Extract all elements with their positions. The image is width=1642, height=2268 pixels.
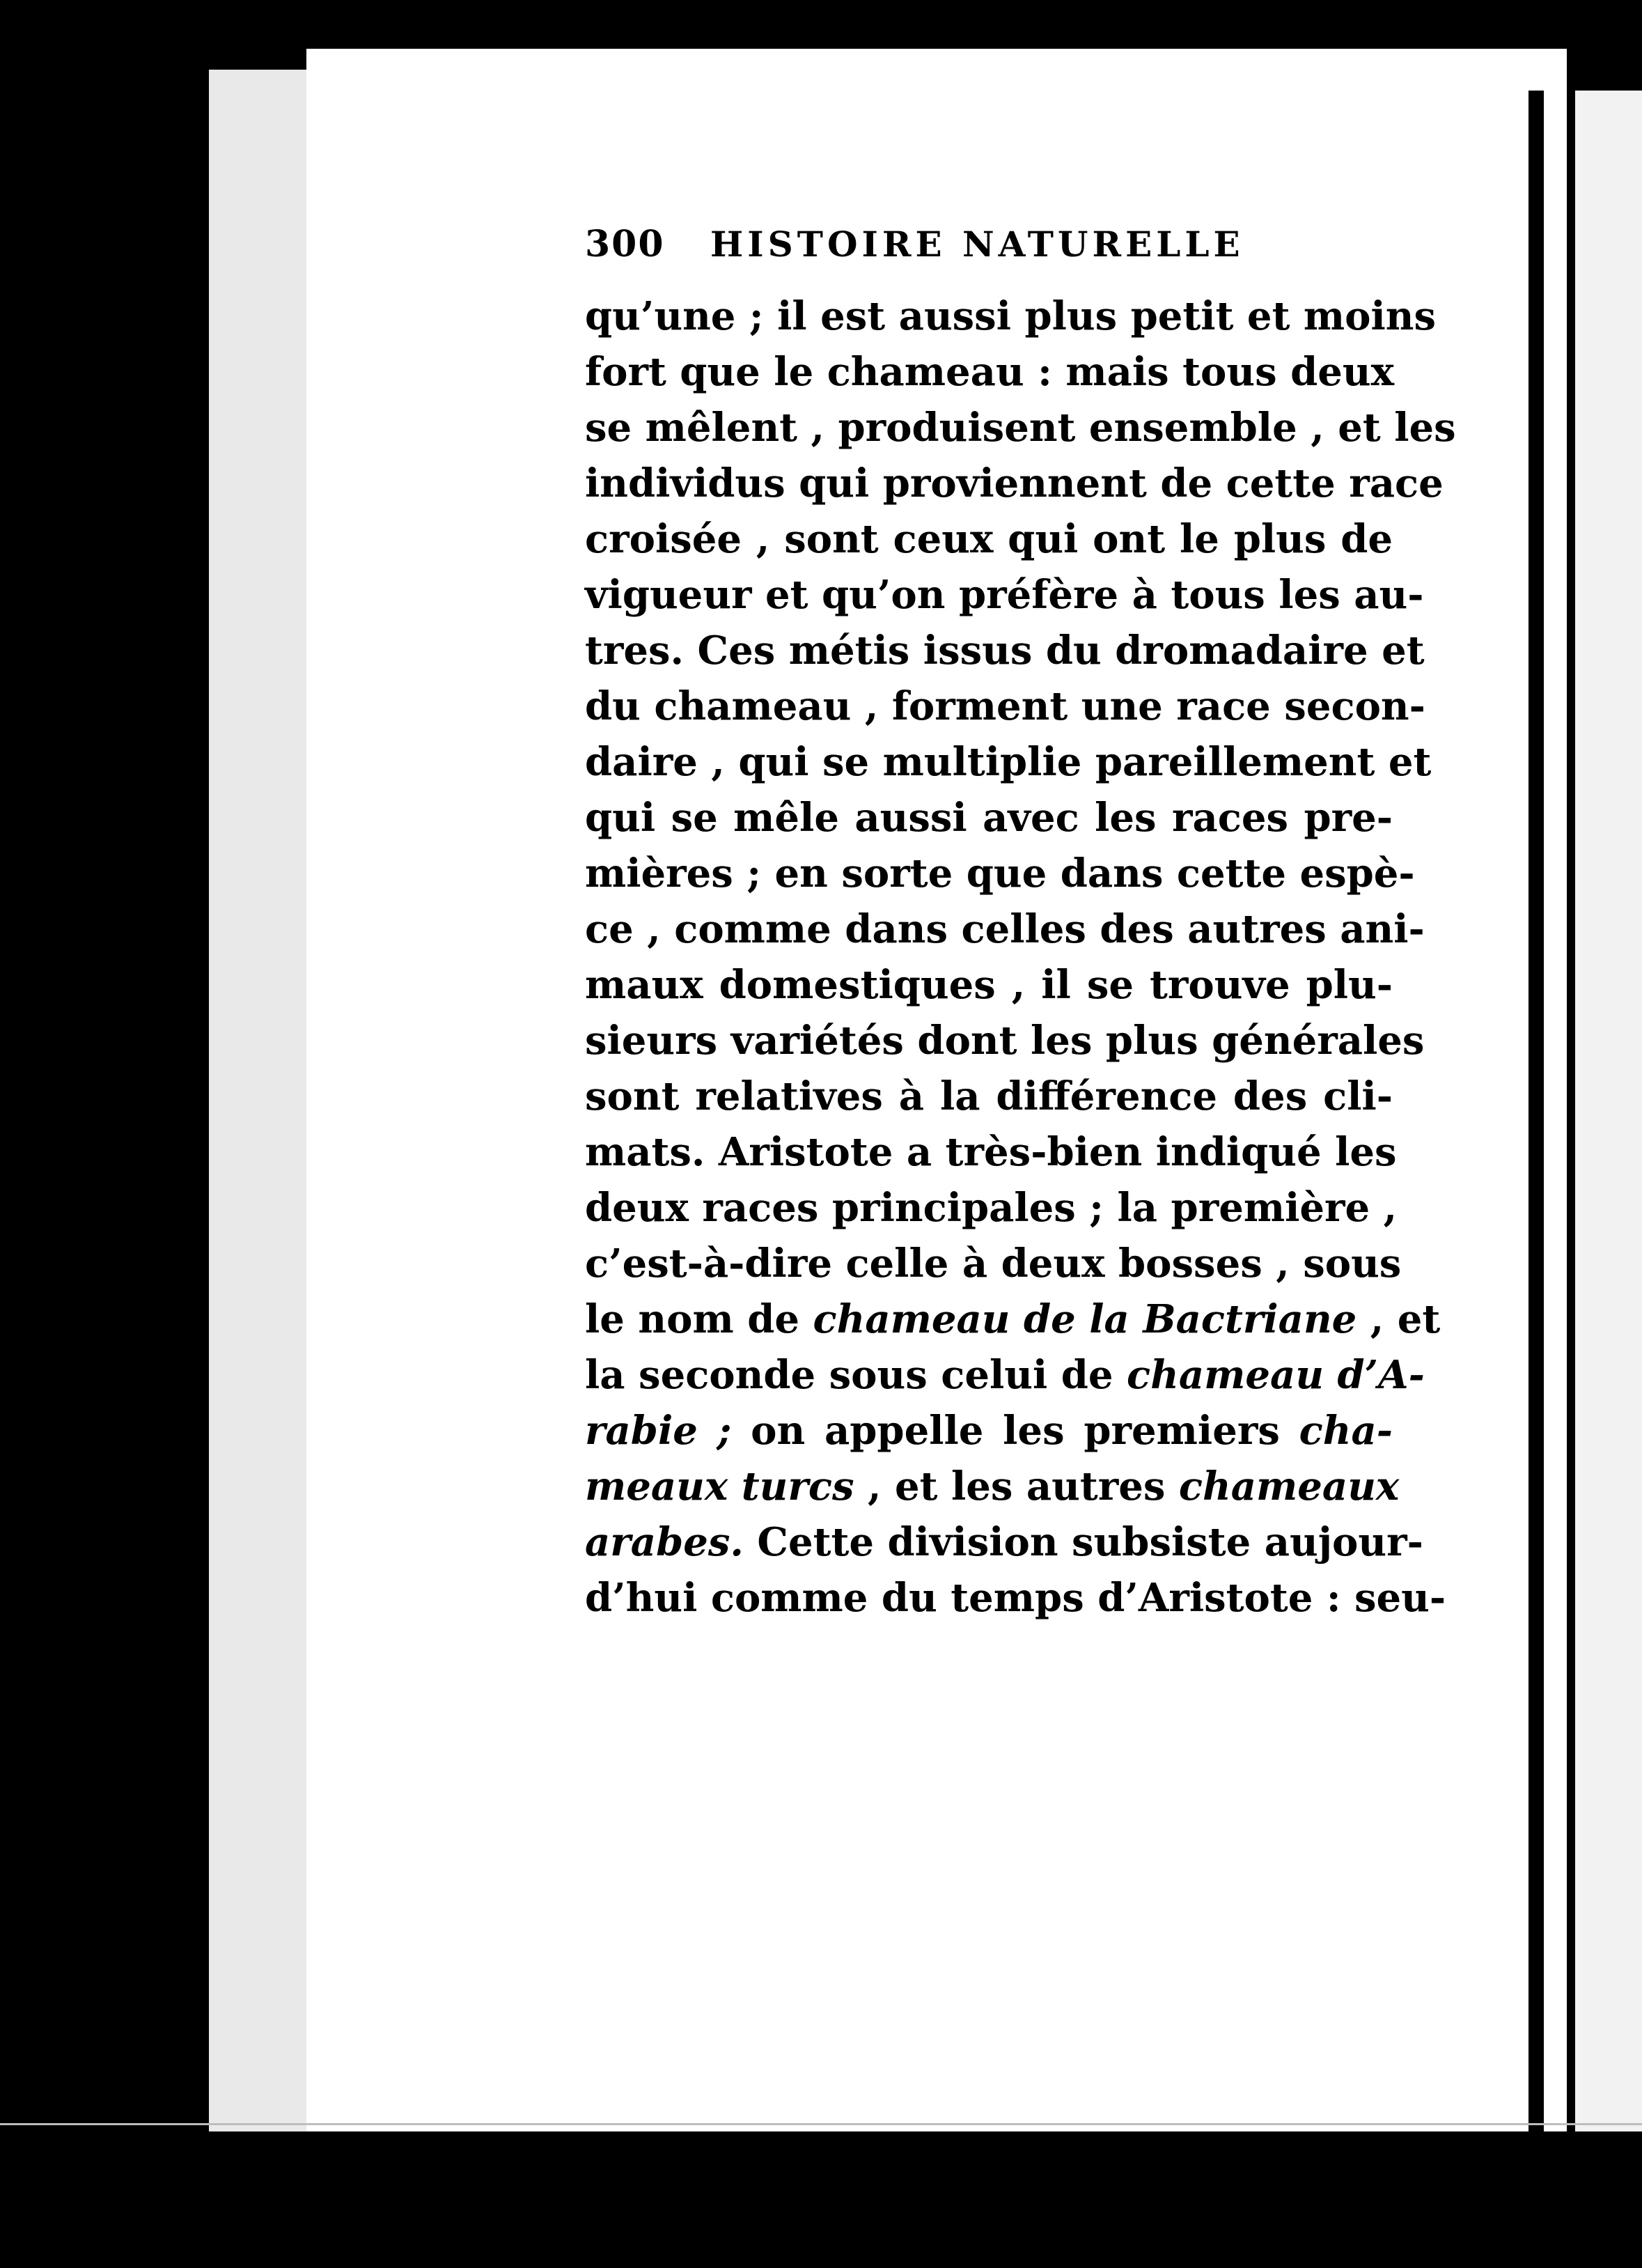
text-line: d’hui comme du temps d’Aristote : seu-	[585, 1575, 1446, 1621]
text-line: maux domestiques , il se trouve plu-	[585, 962, 1393, 1008]
italic-term: rabie ;	[585, 1408, 732, 1454]
text-line-mixed	[585, 1459, 1400, 1514]
text-line: deux races principales ; la première ,	[585, 1185, 1398, 1231]
italic-term: cha-	[1299, 1408, 1393, 1454]
italic-term: chameau d’A-	[1127, 1352, 1425, 1398]
text-line: ce , comme dans celles des autres ani-	[585, 906, 1425, 952]
text-run: la seconde sous celui de	[585, 1352, 1127, 1398]
italic-term: meaux turcs	[585, 1463, 854, 1509]
text-run: le nom de	[585, 1296, 813, 1342]
text-line-mixed	[585, 1347, 1425, 1403]
text-line: mières ; en sorte que dans cette espè-	[585, 850, 1415, 896]
text-line: daire , qui se multiplie pareillement et	[585, 739, 1432, 785]
bottom-rule	[0, 2123, 1642, 2125]
text-line: c’est-à-dire celle à deux bosses , sous	[585, 1241, 1402, 1287]
text-run: , et	[1356, 1296, 1441, 1342]
text-line: fort que le chameau : mais tous deux	[585, 349, 1395, 395]
adjacent-page-edge	[1575, 91, 1642, 2152]
text-line: croisée , sont ceux qui ont le plus de	[585, 516, 1393, 562]
text-line: qui se mêle aussi avec les races pre-	[585, 795, 1393, 841]
running-title: HISTOIRE NATURELLE	[710, 224, 1244, 265]
text-line: individus qui proviennent de cette race	[585, 460, 1444, 506]
italic-term: chameau de la Bactriane	[813, 1296, 1357, 1342]
italic-term: chameaux	[1178, 1463, 1400, 1509]
page-edge-shadow	[1528, 91, 1544, 2166]
page-number: 300	[585, 223, 665, 265]
scan-bottom-border	[0, 2131, 1642, 2268]
text-line-mixed	[585, 1291, 1441, 1347]
text-line: qu’une ; il est aussi plus petit et moins	[585, 293, 1437, 339]
text-line-mixed	[585, 1403, 1393, 1459]
text-run: on appelle les premiers	[731, 1408, 1299, 1454]
text-line: sont relatives à la différence des cli-	[585, 1073, 1393, 1119]
text-line: tres. Ces métis issus du dromadaire et	[585, 628, 1425, 674]
running-head	[585, 223, 1407, 286]
text-line: vigueur et qu’on préfère à tous les au-	[585, 572, 1424, 618]
text-line: se mêlent , produisent ensemble , et les	[585, 405, 1456, 451]
text-run: , et les autres	[854, 1463, 1179, 1509]
italic-term: arabes.	[585, 1519, 744, 1565]
text-line: du chameau , forment une race secon-	[585, 683, 1425, 729]
text-run: Cette division subsiste aujour-	[743, 1519, 1423, 1565]
page-text-block	[585, 223, 1456, 1626]
text-line: mats. Aristote a très-bien indiqué les	[585, 1129, 1397, 1175]
text-line-mixed	[585, 1514, 1423, 1570]
text-line: sieurs variétés dont les plus générales	[585, 1018, 1425, 1064]
